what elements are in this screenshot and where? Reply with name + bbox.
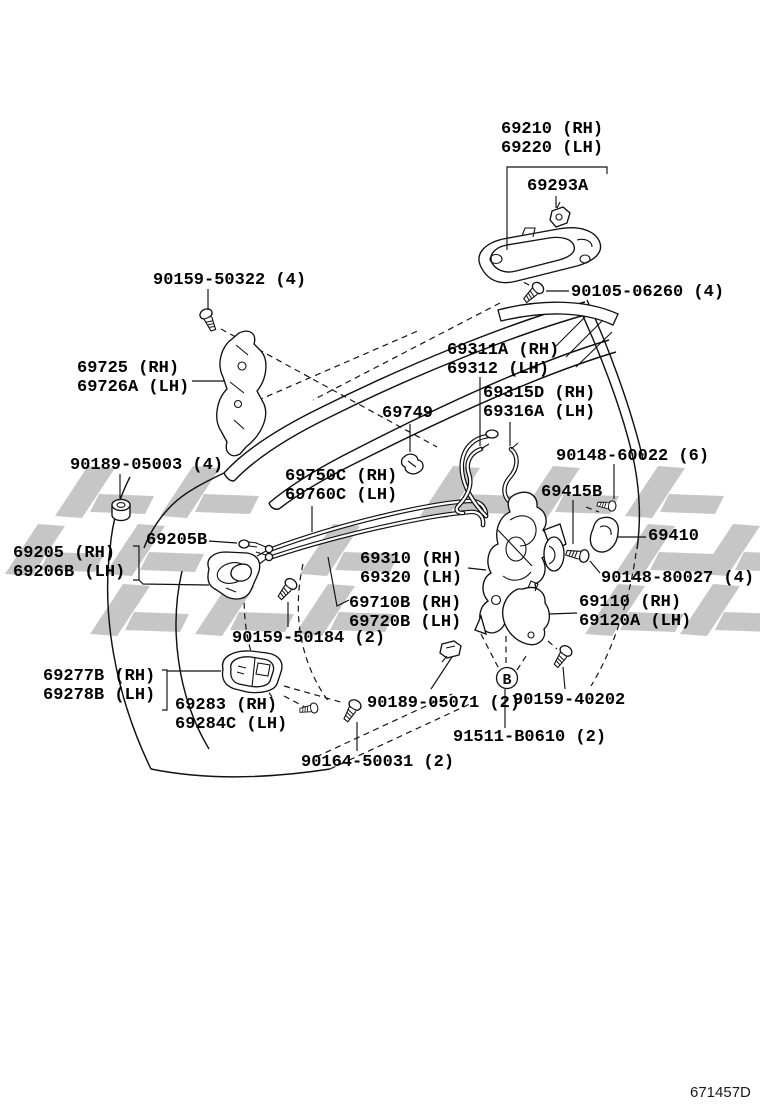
part-label-69277b-69278b — [43, 667, 155, 705]
part-number: 69310 (RH) — [360, 550, 463, 569]
part-label-69415b — [541, 483, 602, 502]
part-label-69283-69284c — [175, 696, 287, 734]
callout-b-marker — [497, 668, 518, 690]
part-number: 69220 (LH) — [501, 139, 604, 158]
screw-90148-80027 — [565, 547, 590, 563]
part-label-90159-50322 — [153, 271, 306, 290]
part-label-90189-05071 — [367, 694, 520, 713]
part-label-69293a — [527, 177, 588, 196]
inside-handle-bezel — [223, 651, 282, 693]
part-number: 69312 (LH) — [447, 360, 550, 379]
part-number: 69210 (RH) — [501, 120, 604, 139]
part-number: 69311A (RH) — [447, 341, 560, 360]
part-label-69311a-69312 — [447, 341, 559, 379]
part-label-90148-60022 — [556, 447, 709, 466]
outer-door-handle — [479, 228, 601, 283]
part-number: 69725 (RH) — [77, 359, 180, 378]
part-label-69205-69206b — [13, 544, 125, 582]
part-number: 69205 (RH) — [13, 544, 116, 563]
part-label-69749 — [382, 404, 433, 423]
part-number: 69720B (LH) — [349, 613, 462, 632]
part-number: 69726A (LH) — [77, 378, 190, 397]
part-number: 90159-50322 (4) — [153, 271, 307, 290]
lock-cover-seal — [544, 537, 564, 571]
part-label-90164-50031 — [301, 753, 454, 772]
part-label-69110-69120a — [579, 593, 691, 631]
part-label-69725-69726a — [77, 359, 189, 397]
part-number: 69760C (LH) — [285, 486, 398, 505]
part-label-91511-b0610 — [453, 728, 606, 747]
screw-90164-50031 — [340, 698, 362, 724]
part-number: 69120A (LH) — [579, 612, 692, 631]
part-number: 69316A (LH) — [483, 403, 596, 422]
part-number: 90159-50184 (2) — [232, 629, 386, 648]
part-label-90189-05003 — [70, 456, 223, 475]
part-label-69315d-69316a — [483, 384, 595, 422]
part-number: 69315D (RH) — [483, 384, 596, 403]
inside-door-handle — [208, 552, 260, 599]
part-label-90148-80027 — [601, 569, 754, 588]
handle-gasket — [550, 202, 570, 227]
part-label-69750c-69760c — [285, 467, 397, 505]
part-number: 69749 — [382, 404, 434, 423]
part-label-69210-69220 — [501, 120, 603, 158]
cushion-69410 — [590, 517, 618, 552]
part-label-69205b — [146, 531, 207, 550]
part-label-90105-06260 — [571, 283, 724, 302]
part-number: 69320 (LH) — [360, 569, 463, 588]
part-number: 69205B — [146, 531, 208, 550]
part-number: 90148-80027 (4) — [601, 569, 755, 588]
part-number: 69750C (RH) — [285, 467, 398, 486]
screw-90159-50322 — [198, 307, 219, 333]
part-label-90159-40202 — [513, 691, 625, 710]
part-number: 69206B (LH) — [13, 563, 126, 582]
screw-90159-50184 — [275, 576, 299, 602]
part-label-69410 — [648, 527, 699, 546]
part-label-69310-69320 — [360, 550, 462, 588]
callout-b-letter: B — [502, 672, 512, 689]
part-number: 90164-50031 (2) — [301, 753, 455, 772]
part-number: 69710B (RH) — [349, 594, 462, 613]
handle-clip — [239, 540, 257, 548]
mounting-nut — [112, 500, 130, 521]
part-number: 69277B (RH) — [43, 667, 156, 686]
part-number: 90159-40202 — [513, 691, 626, 710]
diagram-code: 671457D — [690, 1084, 751, 1101]
rod-grommet — [402, 454, 424, 474]
door-check-bracket — [217, 331, 266, 455]
part-number: 91511-B0610 (2) — [453, 728, 607, 747]
belt-molding — [498, 302, 618, 325]
part-number: 69278B (LH) — [43, 686, 156, 705]
part-number: 69284C (LH) — [175, 715, 288, 734]
part-number: 69415B — [541, 483, 603, 502]
part-number: 69283 (RH) — [175, 696, 278, 715]
part-number: 90148-60022 (6) — [556, 447, 710, 466]
part-number: 69293A — [527, 177, 589, 196]
part-number: 90105-06260 (4) — [571, 283, 725, 302]
part-number: 90189-05003 (4) — [70, 456, 224, 475]
part-number: 90189-05071 (2) — [367, 694, 521, 713]
part-number: 69110 (RH) — [579, 593, 682, 612]
screw-90105-06260 — [521, 280, 546, 305]
part-label-90159-50184 — [232, 629, 385, 648]
clip-69284c — [299, 702, 319, 715]
part-label-69710b-69720b — [349, 594, 461, 632]
part-number: 69410 — [648, 527, 700, 546]
screw-90159-40202 — [551, 644, 574, 670]
